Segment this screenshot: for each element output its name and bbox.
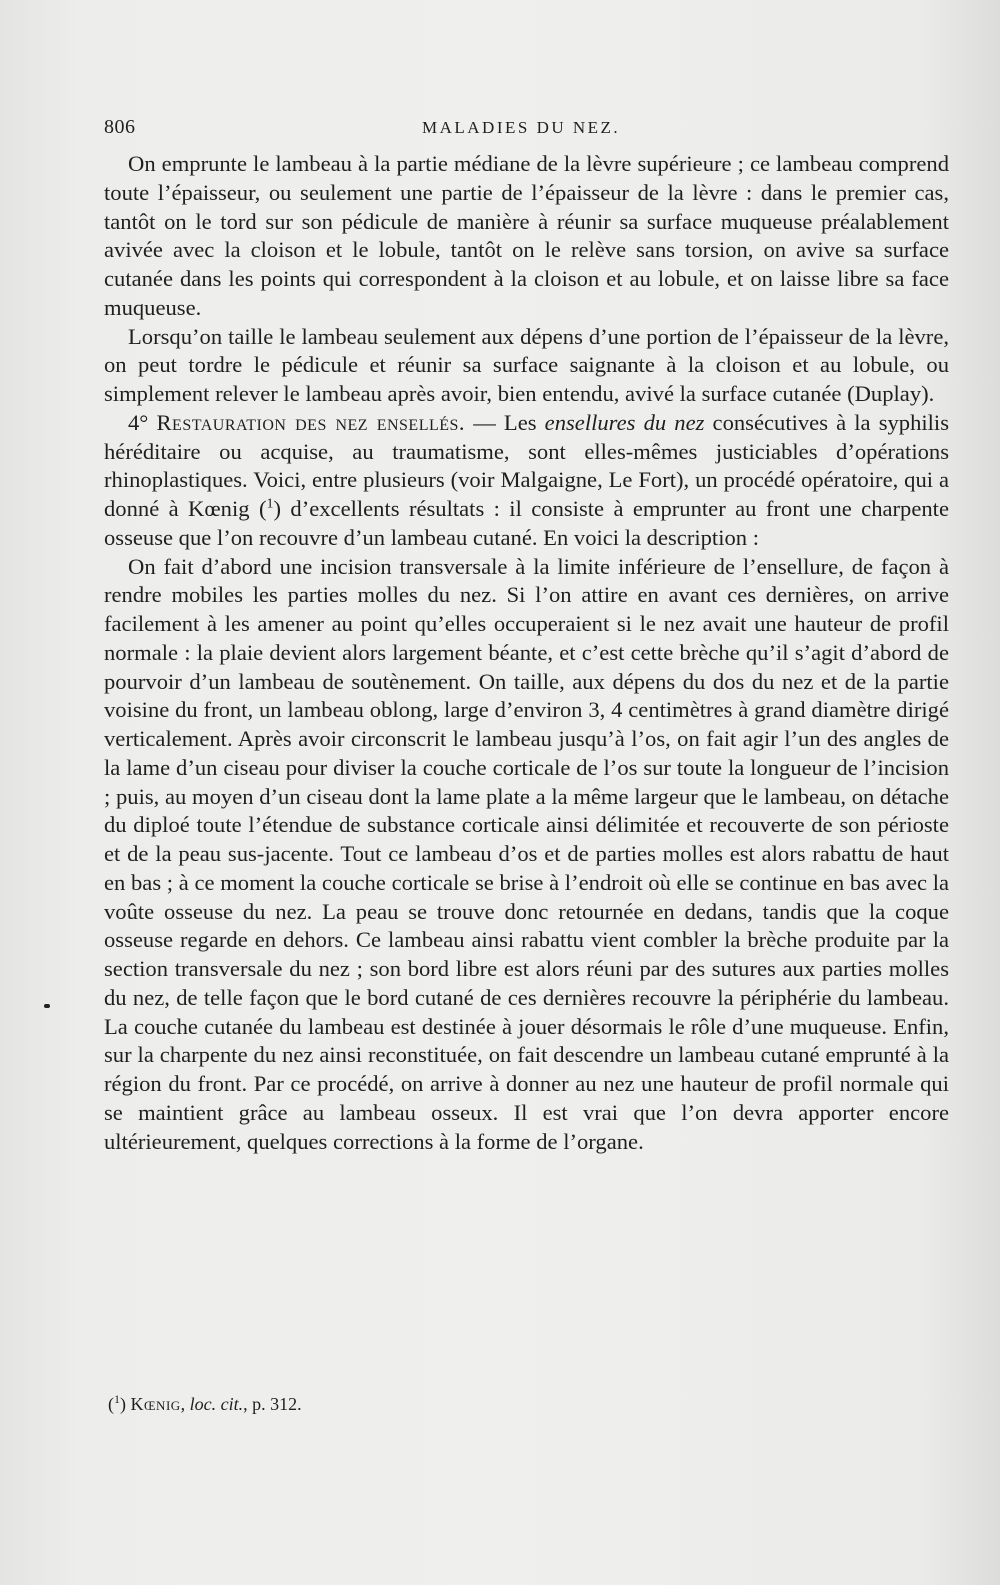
emphasized-term: ensellures du nez <box>544 409 705 435</box>
footnote-page: , p. 312. <box>243 1394 302 1414</box>
section-title: Restauration des nez ensellés. <box>156 409 466 435</box>
page-header <box>104 116 950 146</box>
body-text <box>104 150 949 1156</box>
section-text-b: ) d’excellents résultats : il consiste à emprunter au front une charpente osseuse que l’on recouvre d’un lambeau cutané. En voici la description : <box>104 496 949 550</box>
running-head: MALADIES DU NEZ. <box>422 118 621 137</box>
footnote-number: 1 <box>114 1392 120 1406</box>
section-text-a: consécutives à la syphilis héréditaire ou acquise, au traumatisme, sont elles-mêmes justiciables d’opérations rhinoplastiques. Voici, entre plusieurs (voir Malgaigne, Le Fort), un procédé opératoire, qui a donné à Kœnig ( <box>104 409 950 521</box>
ink-speck <box>44 1004 50 1008</box>
paragraph-saddle-nose-section <box>104 409 949 553</box>
footnote-loc: loc. cit. <box>189 1394 244 1414</box>
section-number: 4° <box>128 409 149 435</box>
paragraph-lip-flap: On emprunte le lambeau à la partie médiane de la lèvre supérieure ; ce lambeau comprend toute l’épaisseur, ou seulement une partie de l’épaisseur de la lèvre : dans le premier cas, tantôt on le tord sur son pédicule de manière à réunir sa surface muqueuse préalablement avivée avec la cloison et le lobule, tantôt on le relève sans torsion, on avive sa surface cutanée dans les points qui correspondent à la cloison et au lobule, et on laisse libre sa face muqueuse. <box>104 151 949 320</box>
footnote-reference: 1 <box>266 496 274 512</box>
footnote-separator: , <box>180 1394 190 1414</box>
footnote: ($^1$) Kœnig, loc. cit., p. 312. <box>108 1392 302 1414</box>
footnote-author: Kœnig <box>130 1394 181 1414</box>
paragraph-partial-thickness: Lorsqu’on taille le lambeau seulement aux dépens d’une portion de l’épaisseur de la lèvre, on peut tordre le pédicule et réunir sa surface saignante à la cloison et au lobule, ou simplement relever le lambeau après avoir, bien entendu, avivé la surface cutanée (Duplay). <box>104 323 949 406</box>
section-dash: — Les <box>465 409 545 435</box>
paragraph-koenig-procedure: On fait d’abord une incision transversale à la limite inférieure de l’ensellure, de façon à rendre mobiles les parties molles du nez. Si l’on attire en avant ces dernières, on arrive facilement à les amener au point qu’elles occuperaient si le nez avait une hauteur de profil normale : la plaie devient alors largement béante, et c’est cette brèche qu’il s’agit d’abord de pourvoir d’un lambeau de soutènement. On taille, aux dépens du dos du nez et de la partie voisine du front, un lambeau oblong, large d’environ 3, 4 centimètres à grand diamètre dirigé verticalement. Après avoir circonscrit le lambeau jusqu’à l’os, on fait agir l’un des angles de la lame d’un ciseau pour diviser la couche corticale de l’os sur toute la longueur de l’incision ; puis, au moyen d’un ciseau dont la lame plate a la même largeur que le lambeau, on détache du diploé toute l’étendue de substance corticale ainsi délimitée et recouverte de son périoste et de la peau sus-jacente. Tout ce lambeau d’os et de parties molles est alors rabattu de haut en bas ; à ce moment la couche corticale se brise à l’endroit où elle se continue en bas avec la voûte osseuse du nez. La peau se trouve donc retournée en dedans, tandis que la coque osseuse regarde en dehors. Ce lambeau ainsi rabattu vient combler la brèche produite par la section transversale du nez ; son bord libre est alors réuni par des sutures aux parties molles du nez, de telle façon que le bord cutané de ces dernières recouvre la périphérie du lambeau. La couche cutanée du lambeau est destinée à jouer désormais le rôle d’une muqueuse. Enfin, sur la charpente du nez ainsi reconstituée, on fait descendre un lambeau cutané emprunté à la région du front. Par ce procédé, on arrive à donner au nez une hauteur de profil normale qui se maintient grâce au lambeau osseux. Il est vrai que l’on devra apporter encore ultérieurement, quelques corrections à la forme de l’organe. <box>104 553 949 1154</box>
page-number: 806 <box>104 116 136 138</box>
